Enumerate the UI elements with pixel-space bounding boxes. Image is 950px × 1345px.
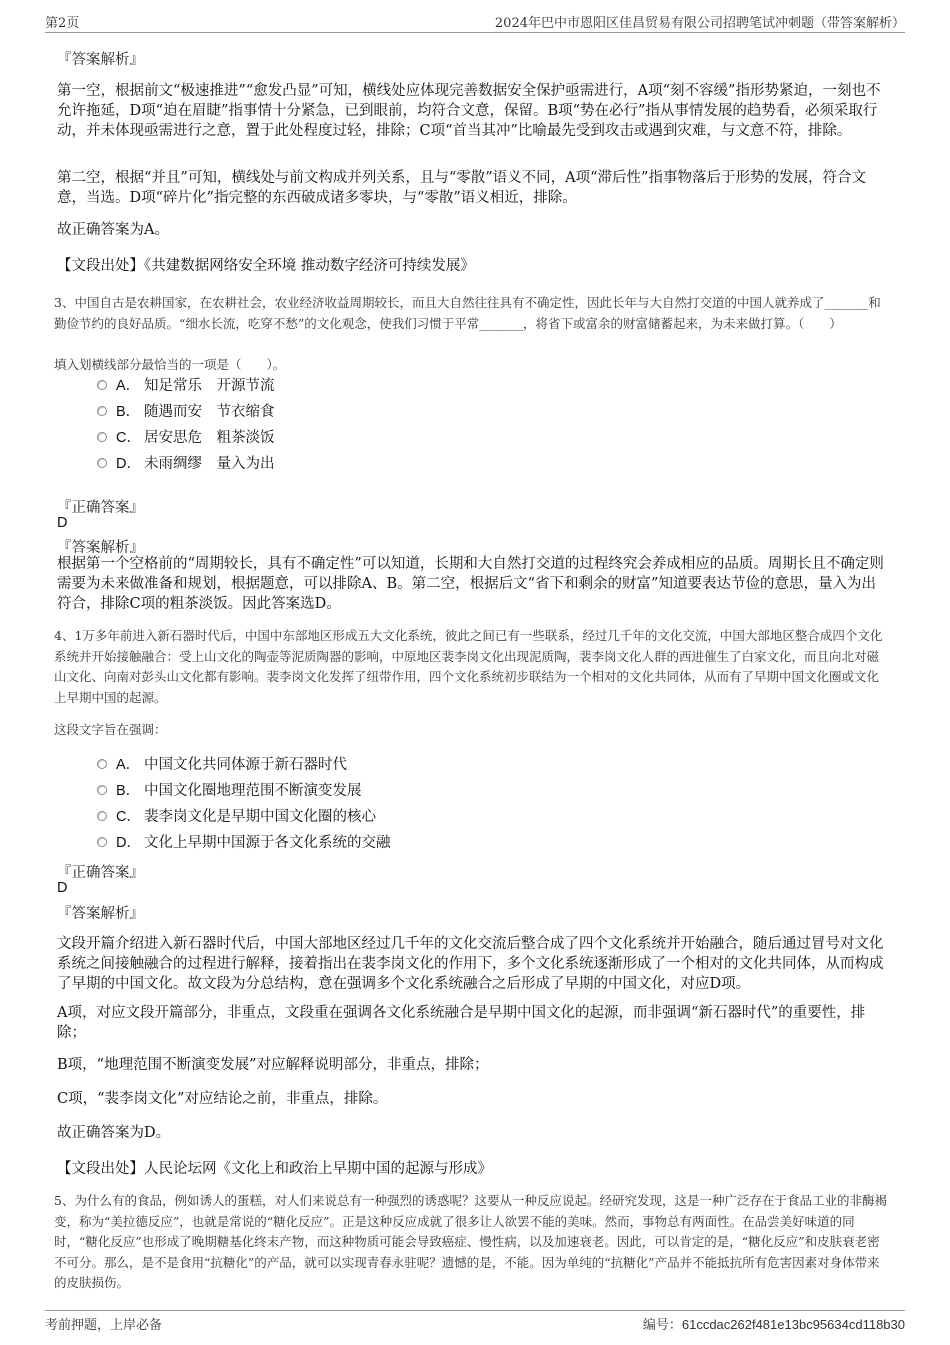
document-title: 2024年巴中市恩阳区佳昌贸易有限公司招聘笔试冲刺题（带答案解析） bbox=[494, 16, 905, 31]
q4-analysis-para4: C项，“裴李岗文化”对应结论之前，非重点，排除。 bbox=[57, 1091, 388, 1107]
q3-option-c[interactable]: C． 居安思危 粗茶淡饭 bbox=[97, 428, 275, 448]
q3-correct-answer: D bbox=[57, 515, 68, 531]
q4-analysis-para1: 文段开篇介绍进入新石器时代后，中国大部地区经过几千年的文化交流后整合成了四个文化系统并开始融合，随后通过冒号对文化系统之间接触融合的过程进行解释，接着指出在裴李岗文化的作用下，多个文化系统逐渐形成了一个相对的文化共同体，从而构成了早期的中国文化。故文段为分总结构，意在强调多个文化系统融合之后形成了早期的中国文化，对应D项。 bbox=[57, 936, 884, 992]
q3-option-d[interactable]: D． 未雨绸缪 量入为出 bbox=[97, 454, 275, 474]
q4-option-d[interactable]: D． 文化上早期中国源于各文化系统的交融 bbox=[97, 833, 391, 853]
q3-option-a[interactable]: A． 知足常乐 开源节流 bbox=[97, 376, 275, 396]
q3-analysis: 根据第一个空格前的“周期较长，具有不确定性”可以知道，长期和大自然打交道的过程终究会养成相应的品质。周期长且不确定则需要为未来做准备和规划，根据题意，可以排除A、B。第二空，根据后文“省下和剩余的财富”知道要表达节俭的意思，量入为出符合，排除C项的粗茶淡饭。因此答案选D。 bbox=[57, 556, 884, 612]
q2-analysis-para2: 第二空，根据“并且”可知，横线处与前文构成并列关系，且与“零散”语义不同，A项“滞后性”指事物落后于形势的发展，符合文意，当选。D项“碎片化”指完整的东西破成诸多零块，与“零散”语义相近，排除。 bbox=[57, 170, 866, 206]
radio-icon[interactable] bbox=[97, 406, 107, 416]
header-divider bbox=[45, 32, 905, 33]
q4-option-b[interactable]: B． 中国文化圈地理范围不断演变发展 bbox=[97, 781, 362, 801]
q3-prompt: 填入划横线部分最恰当的一项是（ ）。 bbox=[54, 357, 286, 372]
radio-icon[interactable] bbox=[97, 458, 107, 468]
q2-analysis-label: 『答案解析』 bbox=[57, 52, 144, 68]
q3-analysis-label: 『答案解析』 bbox=[57, 540, 144, 556]
q4-option-c[interactable]: C． 裴李岗文化是早期中国文化圈的核心 bbox=[97, 807, 376, 827]
q4-stem: 4、1万多年前进入新石器时代后，中国中东部地区形成五大文化系统，彼此之间已有一些联系，经过几千年的文化交流，中国大部地区整合成四个文化系统并开始接触融合：受上山文化的陶壶等泥质陶器的影响，中原地区裴李岗文化出现泥质陶，裴李岗文化人群的西进催生了白家文化，而且向北对磁山文化、向南对彭头山文化都有影响。裴李岗文化发挥了纽带作用，四个文化系统初步联结为一个相对的文化共同体，从而有了早期中国文化圈或文化上早期中国的起源。 bbox=[54, 628, 883, 705]
q3-stem: 3、中国自古是农耕国家，在农耕社会，农业经济收益周期较长，而且大自然往往具有不确定性，因此长年与大自然打交道的中国人就养成了_______和勤俭节约的良好品质。“细水长流，吃穿不愁”的文化观念，使我们习惯于平常_______，将省下或富余的财富储蓄起来，为未来做打算。（ ） bbox=[54, 295, 881, 331]
footer-slogan: 考前押题，上岸必备 bbox=[45, 1318, 163, 1333]
q2-analysis-para1: 第一空，根据前文“极速推进”“愈发凸显”可知，横线处应体现完善数据安全保护亟需进行，A项“刻不容缓”指形势紧迫，一刻也不允许拖延，D项“迫在眉睫”指事情十分紧急，已到眼前，均符合文意，保留。B项“势在必行”指从事情发展的趋势看，必须采取行动，并未体现亟需进行之意，置于此处程度过轻，排除；C项“首当其冲”比喻最先受到攻击或遇到灾难，与文意不符，排除。 bbox=[57, 83, 881, 139]
q5-stem: 5、为什么有的食品，例如诱人的蛋糕，对人们来说总有一种强烈的诱惑呢？这要从一种反应说起。经研究发现，这是一种广泛存在于食品工业的非酶褐变，称为“美拉德反应”，也就是常说的“糖化反应”。正是这种反应成就了很多让人欲罢不能的美味。然而，事物总有两面性。在品尝美好味道的同时，“糖化反应”也形成了晚期糖基化终末产物，而这种物质可能会导致癌症、慢性病，以及加速衰老。因此，可以肯定的是，“糖化反应”和皮肤衰老密不可分。那么，是不是食用“抗糖化”的产品，就可以实现青春永驻呢？遗憾的是，不能。因为单纯的“抗糖化”产品并不能抵抗所有危害因素对身体带来的皮肤损伤。 bbox=[54, 1193, 887, 1290]
q4-analysis-label: 『答案解析』 bbox=[57, 906, 144, 922]
radio-icon[interactable] bbox=[97, 432, 107, 442]
document-code: 编号：61ccdac262f481e13bc95634cd118b30 bbox=[642, 1317, 905, 1332]
page-number: 第2页 bbox=[45, 16, 80, 31]
q3-correct-label: 『正确答案』 bbox=[57, 500, 144, 516]
q4-analysis-para3: B项，“地理范围不断演变发展”对应解释说明部分，非重点，排除； bbox=[57, 1057, 489, 1073]
radio-icon[interactable] bbox=[97, 759, 107, 769]
radio-icon[interactable] bbox=[97, 785, 107, 795]
q4-correct-answer: D bbox=[57, 880, 68, 896]
footer-divider bbox=[45, 1310, 905, 1311]
radio-icon[interactable] bbox=[97, 380, 107, 390]
q4-source: 【文段出处】人民论坛网《文化上和政治上早期中国的起源与形成》 bbox=[57, 1161, 492, 1177]
q2-conclusion: 故正确答案为A。 bbox=[57, 222, 169, 238]
q4-correct-label: 『正确答案』 bbox=[57, 865, 144, 881]
q3-option-b[interactable]: B． 随遇而安 节衣缩食 bbox=[97, 402, 275, 422]
page-header bbox=[45, 12, 905, 32]
q4-prompt: 这段文字旨在强调： bbox=[54, 722, 167, 737]
q4-option-a[interactable]: A． 中国文化共同体源于新石器时代 bbox=[97, 755, 347, 775]
radio-icon[interactable] bbox=[97, 811, 107, 821]
q2-source: 【文段出处】《共建数据网络安全环境 推动数字经济可持续发展》 bbox=[57, 258, 475, 274]
radio-icon[interactable] bbox=[97, 837, 107, 847]
q4-conclusion: 故正确答案为D。 bbox=[57, 1125, 171, 1141]
q4-analysis-para2: A项，对应文段开篇部分，非重点，文段重在强调各文化系统融合是早期中国文化的起源，而非强调“新石器时代”的重要性，排除； bbox=[57, 1005, 866, 1041]
page-footer bbox=[45, 1314, 905, 1334]
